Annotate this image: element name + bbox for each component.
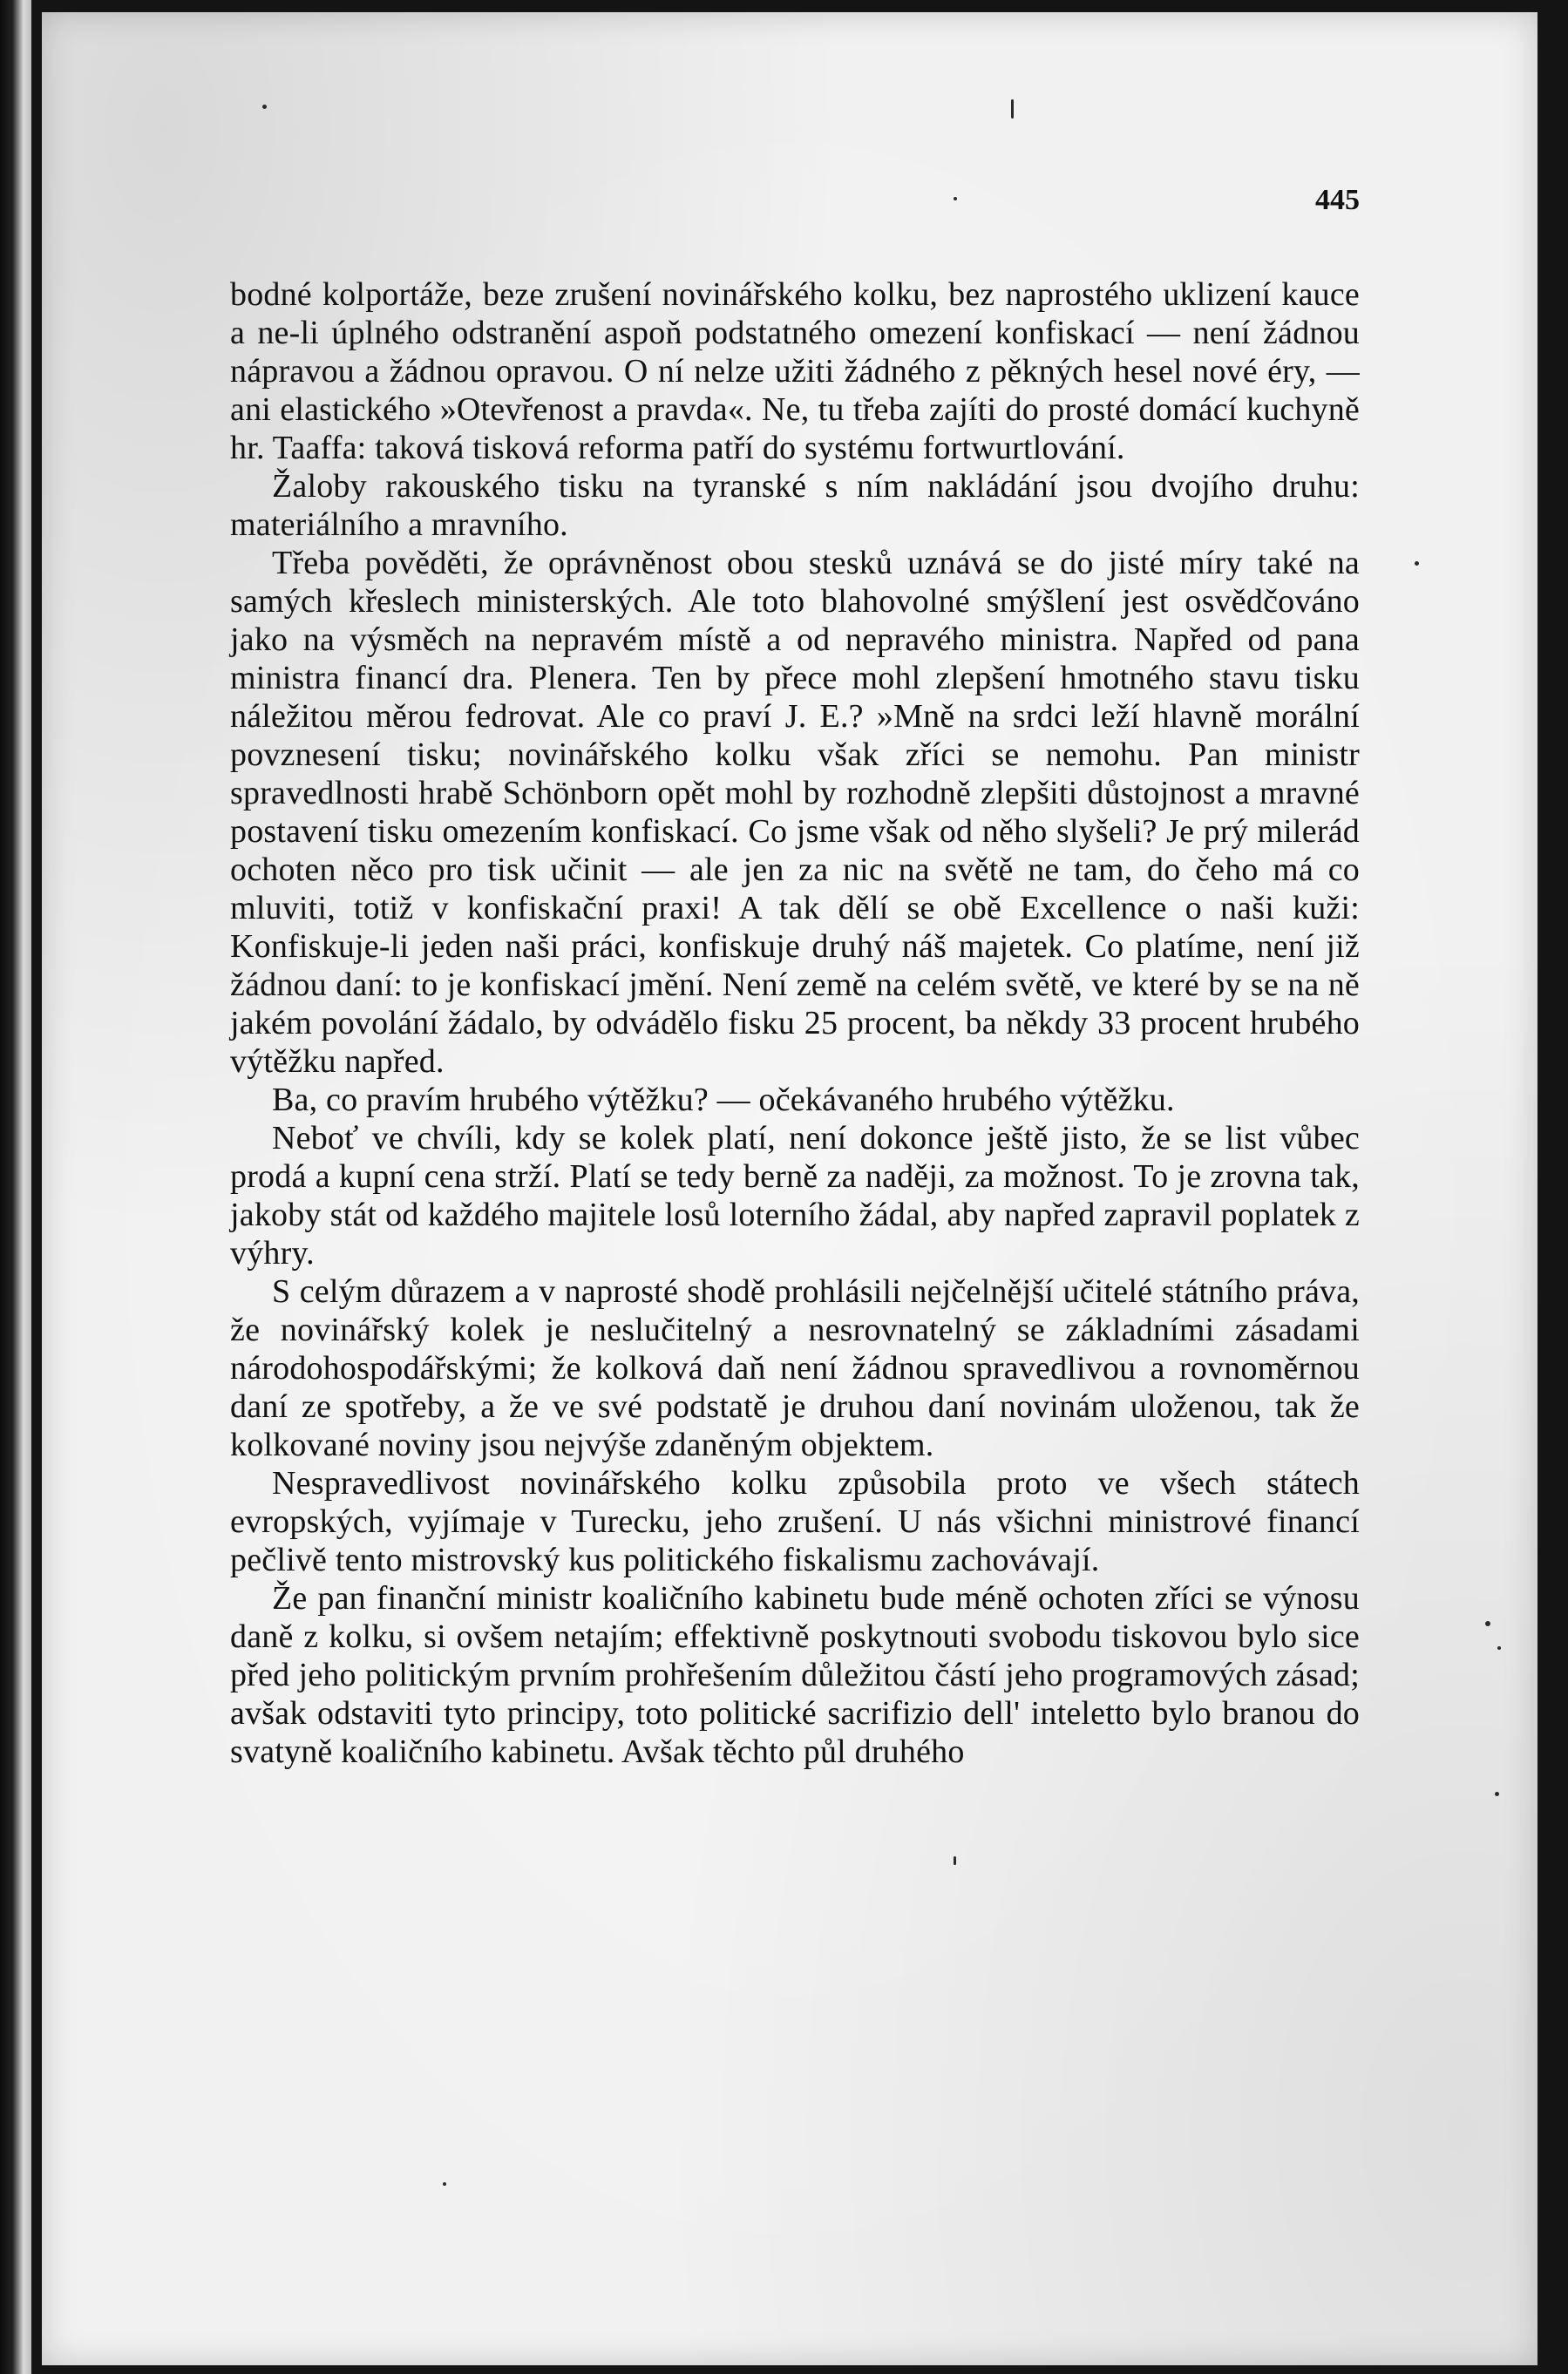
- paper-speck: [1497, 1646, 1501, 1650]
- paper-speck: [1485, 1621, 1490, 1626]
- paper-speck: [262, 105, 267, 109]
- paper-speck: [443, 2182, 446, 2186]
- paragraph: Neboť ve chvíli, kdy se kolek platí, není dokonce ještě jisto, že se list vůbec prodá a kupní cena strží. Platí se tedy berně za naději, za možnost. To je zrovna tak, jakoby stát od každého majitele losů loterního žádal, aby napřed zapravil poplatek z výhry.: [230, 1120, 1360, 1272]
- paper-speck: [1495, 1792, 1499, 1796]
- paragraph: Ba, co pravím hrubého výtěžku? — očekávaného hrubého výtěžku.: [272, 1082, 1175, 1118]
- body-text: [230, 275, 1360, 1771]
- paper-speck: [1415, 561, 1419, 566]
- paragraph: bodné kolportáže, beze zrušení novinářského kolku, bez naprostého uklizení kauce a ne-li úplného odstranění aspoň podstatného omezení konfiskací — není žádnou nápravou a žádnou opravou. O ní nelze užiti žádného z pěkných hesel nové éry, — ani elastického »Otevřenost a pravda«. Ne, tu třeba zajíti do prosté domácí kuchyně hr. Taaffa: taková tisková reforma patří do systému fortwurtlování.: [230, 276, 1360, 466]
- paragraph: Žaloby rakouského tisku na tyranské s ním nakládání jsou dvojího druhu: materiálního a mravního.: [230, 468, 1360, 543]
- paragraph: S celým důrazem a v naprosté shodě prohlásili nejčelnější učitelé státního práva, že novinářský kolek je neslučitelný a nesrovnatelný se základními zásadami národohospodářskými; že kolková daň není žádnou spravedlivou a rovnoměrnou daní ze spotřeby, a že ve své podstatě je druhou daní novinám uloženou, tak že kolkované noviny jsou nejvýše zdaněným objektem.: [230, 1273, 1360, 1463]
- paper-speck: [954, 1856, 956, 1865]
- paragraph: Že pan finanční ministr koaličního kabinetu bude méně ochoten zříci se výnosu daně z kolku, si ovšem netajím; effektivně poskytnouti svobodu tiskovou bylo sice před jeho politickým prvním prohřešením důležitou částí jeho programových zásad; avšak odstaviti tyto principy, toto politické sacrifizio dell' inteletto bylo branou do svatyně koaličního kabinetu. Avšak těchto půl druhého: [230, 1580, 1360, 1770]
- paper-speck: [1011, 99, 1014, 119]
- page-number: 445: [1315, 184, 1360, 216]
- book-binding-edge: [0, 0, 31, 2374]
- paragraph: Třeba pověděti, že oprávněnost obou stesků uznává se do jisté míry také na samých křeslech ministerských. Ale toto blahovolné smýšlení jest osvědčováno jako na výsměch na nepravém místě a od nepravého ministra. Napřed od pana ministra financí dra. Plenera. Ten by přece mohl zlepšení hmotného stavu tisku náležitou měrou fedrovat. Ale co praví J. E.? »Mně na srdci leží hlavně morální povznesení tisku; novinářského kolku však zříci se nemohu. Pan ministr spravedlnosti hrabě Schönborn opět mohl by rozhodně zlepšiti důstojnost a mravné postavení tisku omezením konfiskací. Co jsme však od něho slyšeli? Je prý milerád ochoten něco pro tisk učinit — ale jen za nic na světě ne tam, do čeho má co mluviti, totiž v konfiskační praxi! A tak dělí se obě Excellence o naši kuži: Konfiskuje-li jeden naši práci, konfiskuje druhý náš majetek. Co platíme, není již žádnou daní: to je konfiskací jmění. Není země na celém světě, ve které by se na ně jakém povolání žádalo, by odvádělo fisku 25 procent, ba někdy 33 procent hrubého výtěžku napřed.: [230, 545, 1360, 1080]
- paragraph: Nespravedlivost novinářského kolku způsobila proto ve všech státech evropských, vyjímaje v Turecku, jeho zrušení. U nás všichni ministrové financí pečlivě tento mistrovský kus politického fiskalismu zachovávají.: [230, 1465, 1360, 1578]
- paper-speck: [954, 197, 957, 200]
- book-page: [42, 12, 1537, 2365]
